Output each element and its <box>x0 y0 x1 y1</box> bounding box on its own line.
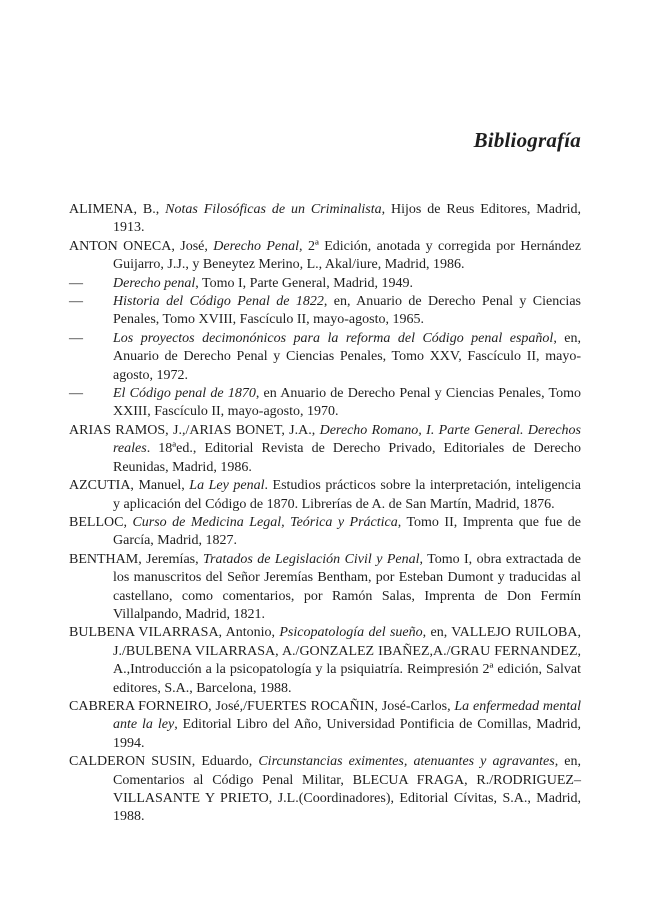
same-author-dash: — <box>69 386 83 402</box>
same-author-dash: — <box>69 275 83 291</box>
entry-work-title: Historia del Código Penal de 1822 <box>113 294 324 310</box>
bibliography-entry <box>69 477 581 514</box>
entry-work-title: Derecho Penal <box>213 238 300 254</box>
bibliography-entry <box>69 422 581 477</box>
entry-details: , en, VALLEJO RUILOBA, J./BULBENA VILARRASA, A./GONZALEZ IBAÑEZ,A./GRAU FERNANDEZ, A.,Introducción a la psicopatología y la psiquiatría. Reimpresión 2ª edición, Salvat editores, S.A., Barcelona, 1988. <box>113 625 581 696</box>
entry-details: , Tomo I, Parte General, Madrid, 1949. <box>195 275 413 291</box>
entry-author: AZCUTIA, Manuel, <box>69 478 190 494</box>
entry-work-title: Derecho penal <box>113 275 196 291</box>
entry-work-title: La Ley penal <box>189 478 265 494</box>
bibliography-entry <box>69 514 581 551</box>
same-author-dash: — <box>69 330 83 346</box>
bibliography-entry <box>69 201 581 238</box>
entry-details: , en Anuario de Derecho Penal y Ciencias Penales, Tomo XXIII, Fascículo II, mayo-agosto, 1970. <box>113 386 581 420</box>
bibliography-list <box>69 201 581 827</box>
entry-author: BULBENA VILARRASA, Antonio, <box>69 625 280 641</box>
entry-author: BELLOC, <box>69 514 133 530</box>
bibliography-entry <box>69 698 581 753</box>
entry-author: ALIMENA, B., <box>69 202 166 217</box>
entry-work-title: Derecho Romano, I. Parte General. Derechos reales <box>113 422 581 457</box>
entry-author: ANTON ONECA, José, <box>69 238 214 254</box>
bibliography-entry-same-author <box>69 293 581 330</box>
entry-author: CABRERA FORNEIRO, José,/FUERTES ROCAÑIN, José-Carlos, <box>69 698 455 714</box>
entry-work-title: Curso de Medicina Legal, Teórica y Práctica <box>132 514 398 530</box>
bibliography-entry-same-author <box>69 385 581 422</box>
bibliography-entry-same-author <box>69 275 581 293</box>
entry-details: , en, Anuario de Derecho Penal y Ciencias Penales, Tomo XVIII, Fascículo II, mayo-agosto, 1965. <box>113 294 581 328</box>
entry-work-title: Los proyectos decimonónicos para la reforma del Código penal español <box>113 330 554 346</box>
entry-details: , Tomo I, obra extractada de los manuscritos del Señor Jeremías Bentham, por Esteban Dumont y traducidas al castellano, como comentarios, por Ramón Salas, Imprenta de Don Fermín Villalpando, Madrid, 1821. <box>113 551 581 622</box>
entry-work-title: Notas Filosóficas de un Criminalista <box>165 202 382 217</box>
entry-author: CALDERON SUSIN, Eduardo, <box>69 754 259 770</box>
entry-details: , en, Anuario de Derecho Penal y Ciencias Penales, Tomo XXV, Fascículo II, mayo-agosto, 1972. <box>113 330 581 383</box>
entry-work-title: Psicopatología del sueño <box>279 625 423 641</box>
entry-author: BENTHAM, Jeremías, <box>69 551 204 567</box>
entry-work-title: La enfermedad mental ante la ley <box>113 698 582 733</box>
entry-details: , Tomo II, Imprenta que fue de García, Madrid, 1827. <box>113 514 581 549</box>
bibliography-entry <box>69 753 581 827</box>
bibliography-entry <box>69 624 581 698</box>
entry-details: . Estudios prácticos sobre la interpretación, inteligencia y aplicación del Código de 1870. Librerías de A. de San Martín, Madrid, 1876. <box>113 478 582 512</box>
bibliography-entry <box>69 238 581 275</box>
entry-details: , 2ª Edición, anotada y corregida por Hernández Guijarro, J.J., y Beneytez Merino, L., Akal/iure, Madrid, 1986. <box>113 238 581 273</box>
entry-work-title: Circunstancias eximentes, atenuantes y agravantes <box>258 754 555 770</box>
bibliography-entry <box>69 551 581 625</box>
page-title: Bibliografía <box>473 128 581 152</box>
entry-details: , en, Comentarios al Código Penal Militar, BLECUA FRAGA, R./RODRIGUEZ–VILLASANTE Y PRIETO, J.L.(Coordinadores), Editorial Cívitas, S.A., Madrid, 1988. <box>113 754 581 825</box>
entry-details: , Editorial Libro del Año, Universidad Pontificia de Comillas, Madrid, 1994. <box>113 717 581 751</box>
entry-author: ARIAS RAMOS, J.,/ARIAS BONET, J.A., <box>69 422 320 438</box>
same-author-dash: — <box>69 294 83 310</box>
entry-details: , Hijos de Reus Editores, Madrid, 1913. <box>113 202 582 236</box>
entry-details: . 18ªed., Editorial Revista de Derecho Privado, Editoriales de Derecho Reunidas, Madrid, 1986. <box>113 441 581 475</box>
entry-work-title: El Código penal de 1870 <box>113 386 256 402</box>
entry-work-title: Tratados de Legislación Civil y Penal <box>203 551 420 567</box>
bibliography-entry-same-author <box>69 330 581 385</box>
